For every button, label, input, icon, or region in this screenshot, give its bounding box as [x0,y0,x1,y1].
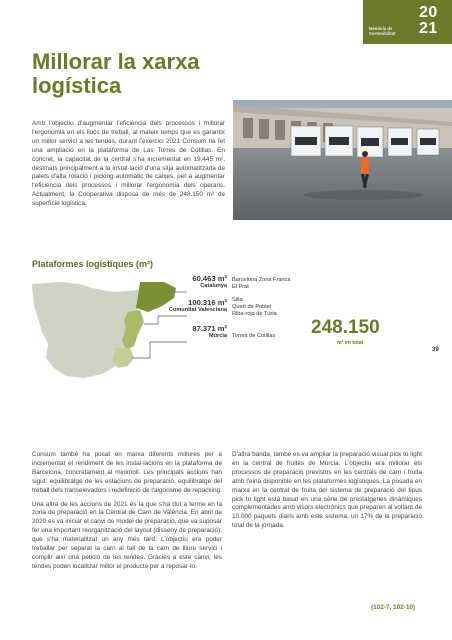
stat-value: 60.463 m² [192,274,227,283]
stat-region: Comunitat Valenciana [168,307,227,313]
header-band [363,0,452,44]
intro-paragraph: Amb l'objectiu d'augmentar l'eficiència dels processos i millorar l'ergonomia en els llocs de treball, al mateix temps que es garantix un millor servici a les tendes, durant l'exercici 2021 Consum ha fet una ampliació en la plataforma de Las Torres de Cotillas. En concret, la capacitat de la central s'ha incrementat en 19.445 m², destinats principalment a la instal·lació d'una sitja automatitzada de palets d'alta rotació i picking automàtic de caixes, per a augmentar l'eficiència dels processos i millorar l'ergonomia dels operaris. Actualment, la Cooperativa disposa de més de 248.150 m² de superfície logística. [32,120,225,208]
gri-reference: (102-7, 102-10) [371,604,416,611]
stat-value: 100.316 m² [188,298,227,307]
page-title: Millorar la xarxa logística [32,49,200,98]
locations-catalunya: Barcelona Zona Franca El Prat [232,277,291,290]
paragraph: Consum també ha posat en marxa diferents millores per a incrementar el rendiment de les instal·lacions en la plataforma de Barcelona, concretament al minimoll. Les principals accions han sigut: equilibratge de les estacions de preparació, equilibratge del treball dels transelevadors i redefinició de l'algorisme de repacking. [32,451,222,494]
spain-map [32,274,232,380]
stat-murcia [147,324,227,339]
paragraph: Una altra de les accions de 2021 és la que s'ha dut a terme en la zona de preparació en la Central de Carn de València. En abril de 2020 es va iniciar el canvi de model de preparació, que va suposar fer una important reorganització del layout (disseny de preparació), que s'ha materialitzat un any més tard. L'objectiu era poder treballar per separat la carn al tall de la carn de lliure servici i complir així una petició de les tendes. Gràcies a este canvi, les tendes poden localitzar millor el producte per a reposar-lo. [32,500,222,570]
body-column-right [232,451,422,536]
locations-murcia: Torres de Cotillas [232,333,276,339]
total-label: m² en total [337,340,364,346]
locations-valenciana: Silla Quart de Poblet Riba-roja de Túria [232,297,277,317]
report-name: Memòria de Sostenibilitat [369,26,396,36]
report-year [419,5,438,37]
body-column-left [32,451,222,577]
total-value: 248.150 [311,317,380,338]
stat-valenciana [117,298,227,313]
stat-region: Catalunya [200,283,227,289]
stat-region: Múrcia [208,333,227,339]
year-bottom: 21 [419,20,438,37]
stat-catalunya [147,274,227,289]
warehouse-photo [233,100,452,220]
stat-value: 87.371 m² [192,324,227,333]
paragraph: D'altra banda, també es va ampliar la preparació visual pick to light en la central de fruites de Múrcia. L'objectiu era millorar els processos de preparació previstos en les centrals de carn i fruita amb l'eina disponible en les plataformes logístiques. La posada en marxa en la central de fruita del sistema de preparació del tipus pick to light està basat en una sèrie de prestatgeries dinàmiques complementades amb visors electrònics que preparen al voltant de 10.000 paquets diaris amb este sistema, un 17% de la preparació total de la jornada. [232,451,422,530]
year-top: 20 [419,4,438,21]
section-title: Plataformes logístiques (m²) [32,259,154,269]
page-number: 39 [432,347,439,353]
